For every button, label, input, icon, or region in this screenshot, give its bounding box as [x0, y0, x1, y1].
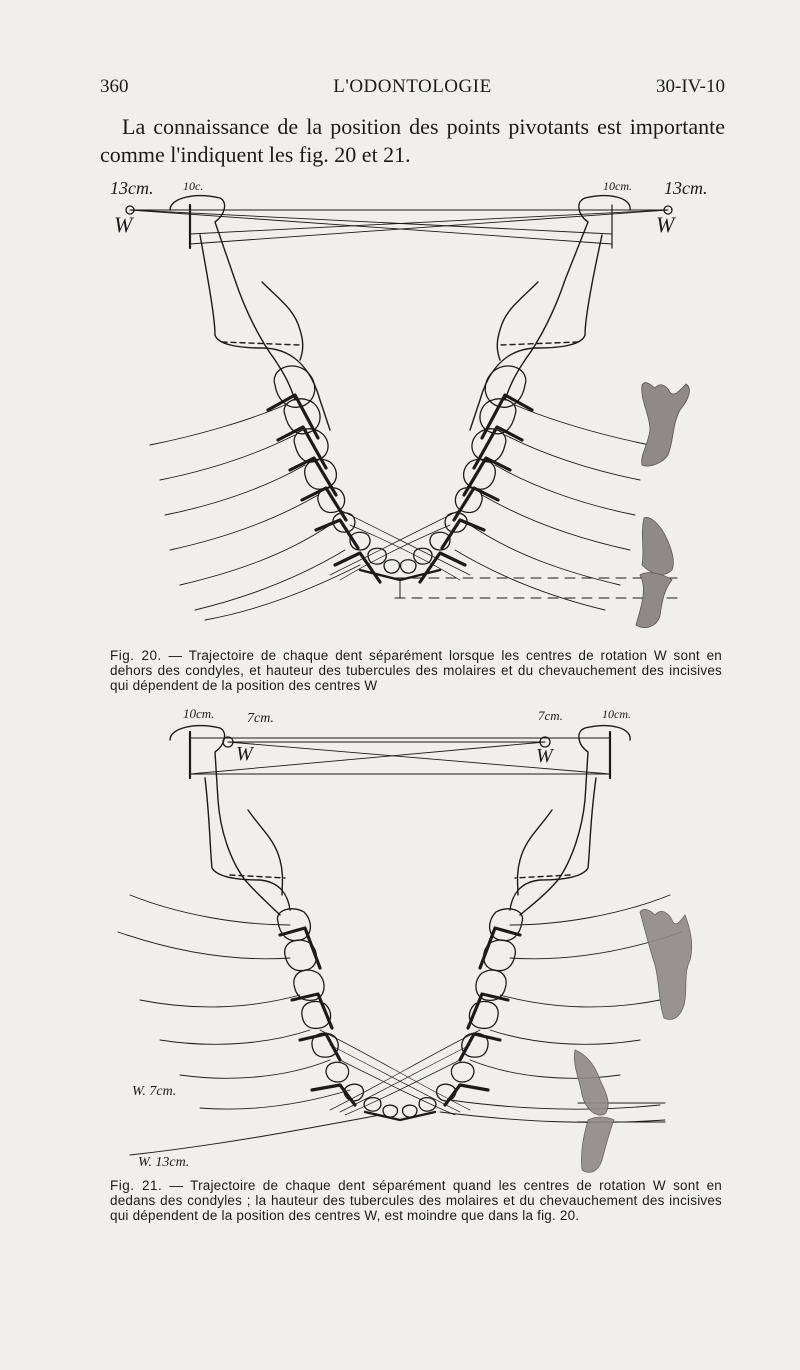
figure-21-caption-text: — Trajectoire de chaque dent séparément quand les centres de rotation W sont en dedans des condyles ; la hauteur des tubercules des molaires et du chevauchement des incisives qui dépendent de la position des centres W, est moindre que dans la fig. 20. — [110, 1178, 723, 1223]
issue-date: 30-IV-10 — [656, 76, 725, 97]
label-right-w: W — [656, 212, 675, 237]
label-left-outer: 13cm. — [110, 178, 154, 198]
figure-21 — [0, 700, 800, 1178]
label-left-outer: 10cm. — [183, 706, 215, 721]
label-right-inner: 10cm. — [603, 179, 632, 193]
label-left-inner: 7cm. — [247, 711, 274, 726]
label-left-inner: 10c. — [183, 179, 204, 193]
label-right-outer: 13cm. — [664, 178, 708, 198]
label-side-lower: W. 13cm. — [138, 1155, 190, 1170]
figure-21-caption-label: Fig. 21. — [110, 1178, 163, 1193]
label-left-w: W — [114, 212, 133, 237]
label-side-upper: W. 7cm. — [132, 1084, 177, 1099]
rotation-lines — [130, 210, 668, 244]
label-left-w: W — [236, 743, 253, 765]
intro-paragraph: La connaissance de la position des points pivotants est importante comme l'indiquent les fig. 20 et 21. — [100, 114, 725, 167]
trajectory-chevrons — [268, 395, 532, 582]
figure-20-caption — [110, 648, 722, 693]
figure-21-caption — [110, 1178, 722, 1223]
figure-20-caption-text: — Trajectoire de chaque dent séparément lorsque les centres de rotation W sont en dehors des condyles, et hauteur des tubercules des molaires et du chevauchement des incisives qui dépendent de la position des centres W — [110, 648, 722, 693]
figure-20-caption-label: Fig. 20. — [110, 648, 162, 663]
trajectory-arcs-left — [118, 895, 380, 1155]
running-header — [100, 76, 725, 102]
side-tooth-illustration — [636, 383, 689, 628]
label-right-inner: 7cm. — [538, 708, 563, 723]
label-right-w: W — [536, 745, 553, 767]
label-right-outer: 10cm. — [602, 707, 631, 721]
figure-20 — [0, 170, 800, 645]
running-title: L'ODONTOLOGIE — [333, 76, 492, 97]
mandible-outline — [170, 196, 630, 430]
page-number: 360 — [100, 76, 129, 97]
trajectory-chevrons — [280, 928, 520, 1120]
